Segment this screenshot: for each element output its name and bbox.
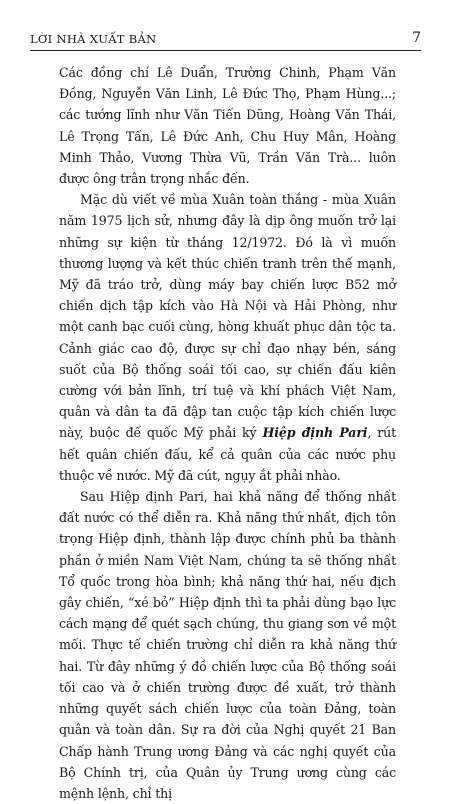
paragraph xyxy=(59,486,396,804)
running-header xyxy=(30,26,421,46)
paragraph xyxy=(59,62,396,189)
paragraph-text: Mặc dù viết về mùa Xuân toàn thắng - mùa Xuân năm 1975 lịch sử, nhưng đây là dịp ông muốn trở lại những sự kiện từ tháng 12/1972. Đó là vì muốn thương lượng và kết thúc chiến tranh trên thế mạnh, Mỹ đã tráo trở, dùng máy bay chiến lược B52 mở chiến dịch tập kích vào Hà Nội và Hải Phòng, như một canh bạc cuối cùng, hòng khuất phục dân tộc ta. Cảnh giác cao độ, được sự chỉ đạo nhạy bén, sáng suốt của Bộ thống soái tối cao, sự chiến đấu kiên cường với bản lĩnh, trí tuệ và khí phách Việt Nam, quân và dân ta đã đập tan cuộc tập kích chiến lược này, buộc đế quốc Mỹ phải ký xyxy=(59,192,396,441)
body-text xyxy=(59,62,396,804)
header-rule xyxy=(30,50,421,51)
page-number: 7 xyxy=(412,30,421,46)
italic-term: Hiệp định Pari xyxy=(262,425,368,441)
paragraph-text: Các đồng chí Lê Duẩn, Trường Chinh, Phạm Văn Đồng, Nguyễn Văn Linh, Lê Đức Thọ, Phạm Hùng...; các tướng lĩnh như Văn Tiến Dũng, Hoàng Văn Thái, Lê Trọng Tấn, Lê Đức Anh, Chu Huy Mân, Hoàng Minh Thảo, Vương Thừa Vũ, Trần Văn Trà... luôn được ông trân trọng nhắc đến. xyxy=(59,65,396,187)
paragraph-text: , rút hết quân chiến đấu, kể cả quân của các nước phụ thuộc về nước. Mỹ đã cút, ngụy ắt phải nhào. xyxy=(59,425,396,483)
paragraph xyxy=(59,189,396,486)
running-header-title: LỜI NHÀ XUẤT BẢN xyxy=(30,32,157,46)
paragraph-text: Sau Hiệp định Pari, hai khả năng để thống nhất đất nước có thể diễn ra. Khả năng thứ nhất, địch tôn trọng Hiệp định, thành lập được chính phủ ba thành phần ở miền Nam Việt Nam, chúng ta sẽ thống nhất Tổ quốc trong hòa bình; khả năng thứ hai, nếu địch gây chiến, “xé bỏ” Hiệp định thì ta phải dùng bạo lực cách mạng để quét sạch chúng, thu giang sơn về một mối. Thực tế chiến trường chỉ diễn ra khả năng thứ hai. Từ đây những ý đồ chiến lược của Bộ thống soái tối cao và ở chiến trường được đề xuất, trở thành những quyết sách chiến lược của toàn Đảng, toàn quân và toàn dân. Sự ra đời của Nghị quyết 21 Ban Chấp hành Trung ương Đảng và các nghị quyết của Bộ Chính trị, của Quân ủy Trung ương cùng các mệnh lệnh, chỉ thị xyxy=(59,489,396,801)
